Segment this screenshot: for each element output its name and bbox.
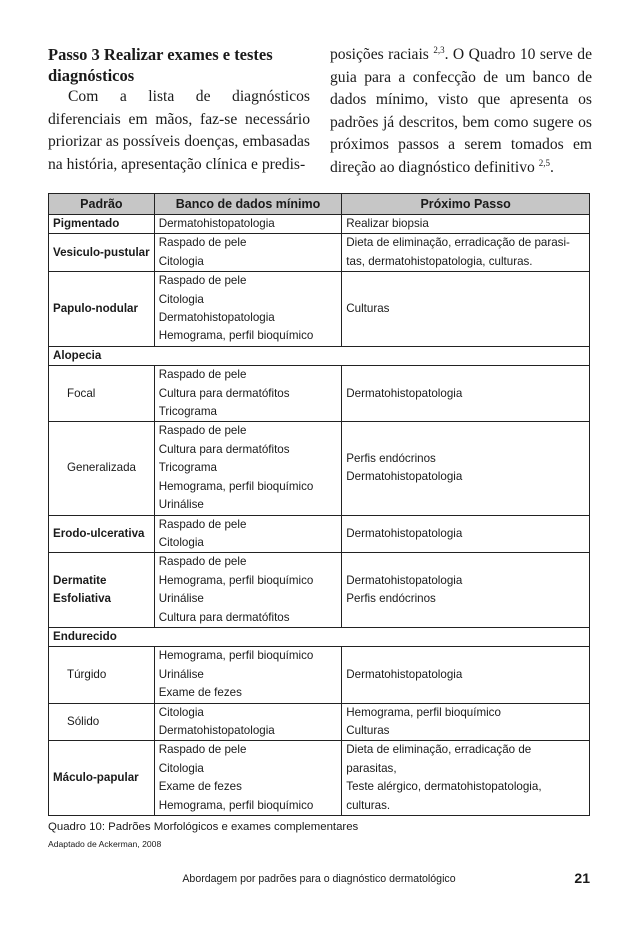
morphologic-patterns-table xyxy=(48,193,590,816)
test-item: Exame de fezes xyxy=(158,686,242,700)
next-step-cell xyxy=(342,703,590,741)
next-step-item: culturas. xyxy=(346,798,391,812)
pattern-cell: Papulo-nodular xyxy=(49,272,155,347)
next-step-item: Perfis endócrinos xyxy=(346,592,436,606)
test-item: Exame de fezes xyxy=(158,780,242,794)
next-step-cell xyxy=(342,647,590,703)
test-item: Hemograma, perfil bioquímico xyxy=(158,649,314,663)
text-before-reference: posições raciais xyxy=(330,46,429,63)
test-item: Hemograma, perfil bioquímico xyxy=(158,573,314,587)
section-heading xyxy=(48,44,310,86)
minimum-database-cell xyxy=(154,647,342,703)
header-pattern: Padrão xyxy=(49,194,155,215)
next-step-item: Hemograma, perfil bioquímico xyxy=(346,705,501,719)
test-item: Dermatohistopatologia xyxy=(158,311,275,325)
body-paragraph-right xyxy=(330,44,592,179)
next-step-cell xyxy=(342,422,590,515)
test-item: Hemograma, perfil bioquímico xyxy=(158,479,314,493)
table-group-row xyxy=(49,346,590,365)
header-next-step: Próximo Passo xyxy=(342,194,590,215)
test-item: Cultura para dermatófitos xyxy=(158,386,290,400)
next-step-item: Dieta de eliminação, erradicação de parasi- xyxy=(346,236,570,250)
table-row xyxy=(49,272,590,347)
pattern-line: Esfoliativa xyxy=(53,592,111,606)
table-group-row xyxy=(49,627,590,646)
next-step-item: parasitas, xyxy=(346,761,397,775)
test-item: Raspado de pele xyxy=(158,517,247,531)
test-item: Urinálise xyxy=(158,592,204,606)
test-item: Raspado de pele xyxy=(158,236,247,250)
group-label: Alopecia xyxy=(49,346,590,365)
test-item: Citologia xyxy=(158,254,204,268)
section-heading-line1: Passo 3 Realizar exames e testes xyxy=(48,45,273,64)
table-row xyxy=(49,647,590,703)
next-step-item: Teste alérgico, dermatohistopatologia, xyxy=(346,780,542,794)
next-step-item: Culturas xyxy=(346,723,390,737)
table-row xyxy=(49,741,590,816)
table-caption: Quadro 10: Padrões Morfológicos e exames complementares xyxy=(48,821,359,833)
table-source: Adaptado de Ackerman, 2008 xyxy=(48,839,162,849)
test-item: Urinálise xyxy=(158,667,204,681)
pattern-cell: Erodo-ulcerativa xyxy=(49,515,155,553)
next-step-cell xyxy=(342,553,590,628)
test-item: Citologia xyxy=(158,292,204,306)
minimum-database-cell xyxy=(154,215,342,234)
next-step-cell xyxy=(342,515,590,553)
test-item: Hemograma, perfil bioquímico xyxy=(158,798,314,812)
test-item: Tricograma xyxy=(158,405,217,419)
table-row xyxy=(49,234,590,272)
table-row xyxy=(49,422,590,515)
test-item: Urinálise xyxy=(158,498,204,512)
table-row xyxy=(49,553,590,628)
minimum-database-cell xyxy=(154,422,342,515)
table-row xyxy=(49,703,590,741)
page-number: 21 xyxy=(574,870,590,886)
pattern-cell: Sólido xyxy=(49,703,155,741)
test-item: Cultura para dermatófitos xyxy=(158,442,290,456)
reference-superscript-1: 2,3 xyxy=(433,45,445,55)
next-step-item: Realizar biopsia xyxy=(346,217,429,230)
pattern-cell xyxy=(49,553,155,628)
table-body xyxy=(49,215,590,816)
next-step-cell xyxy=(342,272,590,347)
test-item: Dermatohistopatologia xyxy=(158,723,275,737)
next-step-item: Dermatohistopatologia xyxy=(346,667,463,681)
test-item: Citologia xyxy=(158,761,204,775)
test-item: Cultura para dermatófitos xyxy=(158,610,290,624)
test-item: Tricograma xyxy=(158,461,217,475)
test-item: Raspado de pele xyxy=(158,274,247,288)
minimum-database-cell xyxy=(154,553,342,628)
body-paragraph-left: Com a lista de diagnósticos diferenciais em mãos, faz-se necessário priorizar as possíveis doenças, embasadas na história, apresentação clínica e predis- xyxy=(48,88,310,173)
next-step-item: Dermatohistopatologia xyxy=(346,386,463,400)
table-header-row xyxy=(49,194,590,215)
section-heading-line2: diagnósticos xyxy=(48,66,135,85)
next-step-cell xyxy=(342,366,590,422)
running-footer-title: Abordagem por padrões para o diagnóstico dermatológico xyxy=(182,873,456,885)
header-minimum-database: Banco de dados mínimo xyxy=(154,194,342,215)
text-after-reference: . O Quadro 10 serve de guia para a confecção de um banco de dados mínimo, visto que apresenta os padrões já descritos, bem como sugere os próximos passos a serem tomados em direção ao diagnóstico definitivo xyxy=(330,46,592,176)
next-step-item: Dermatohistopatologia xyxy=(346,526,463,540)
test-item: Citologia xyxy=(158,535,204,549)
table-row xyxy=(49,515,590,553)
group-label: Endurecido xyxy=(49,627,590,646)
test-item: Dermatohistopatologia xyxy=(158,217,275,230)
pattern-cell: Túrgido xyxy=(49,647,155,703)
minimum-database-cell xyxy=(154,234,342,272)
next-step-item: Dieta de eliminação, erradicação de xyxy=(346,743,532,757)
next-step-cell xyxy=(342,215,590,234)
minimum-database-cell xyxy=(154,366,342,422)
left-column xyxy=(48,44,310,176)
pattern-line: Dermatite xyxy=(53,573,107,587)
minimum-database-cell xyxy=(154,272,342,347)
reference-superscript-2: 2,5 xyxy=(538,157,550,168)
pattern-cell: Pigmentado xyxy=(49,215,155,234)
next-step-item: Culturas xyxy=(346,301,390,315)
right-column xyxy=(330,44,592,179)
next-step-item: tas, dermatohistopatologia, culturas. xyxy=(346,254,533,268)
test-item: Hemograma, perfil bioquímico xyxy=(158,329,314,343)
test-item: Citologia xyxy=(158,705,204,719)
test-item: Raspado de pele xyxy=(158,424,247,438)
next-step-item: Dermatohistopatologia xyxy=(346,470,463,484)
pattern-cell: Vesiculo-pustular xyxy=(49,234,155,272)
minimum-database-cell xyxy=(154,741,342,816)
table-row xyxy=(49,366,590,422)
text-end: . xyxy=(549,158,554,176)
minimum-database-cell xyxy=(154,515,342,553)
pattern-cell: Máculo-papular xyxy=(49,741,155,816)
pattern-cell: Focal xyxy=(49,366,155,422)
next-step-item: Dermatohistopatologia xyxy=(346,573,463,587)
test-item: Raspado de pele xyxy=(158,368,247,382)
pattern-cell: Generalizada xyxy=(49,422,155,515)
minimum-database-cell xyxy=(154,703,342,741)
next-step-cell xyxy=(342,741,590,816)
next-step-item: Perfis endócrinos xyxy=(346,452,436,466)
next-step-cell xyxy=(342,234,590,272)
table-row xyxy=(49,215,590,234)
test-item: Raspado de pele xyxy=(158,555,247,569)
test-item: Raspado de pele xyxy=(158,743,247,757)
